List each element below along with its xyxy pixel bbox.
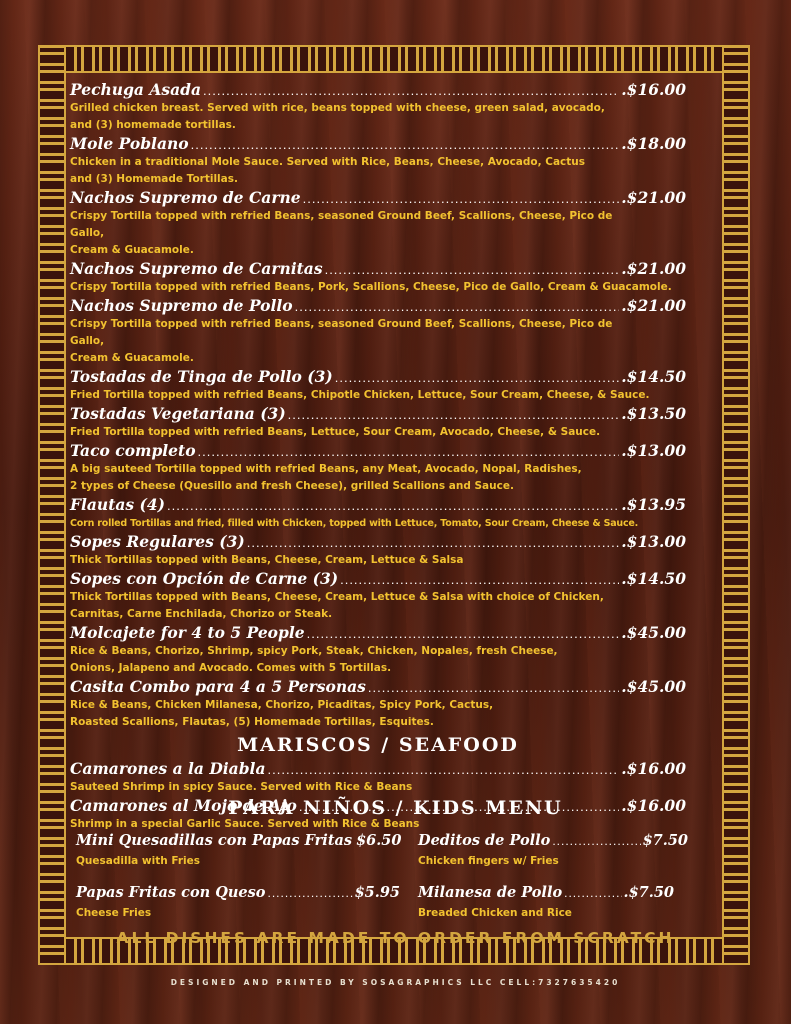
item-name: Papas Fritas con Queso xyxy=(76,884,266,901)
menu-item xyxy=(70,569,686,623)
item-price: .$13.50 xyxy=(621,404,686,423)
main-menu xyxy=(70,80,686,833)
menu-item xyxy=(70,188,686,259)
menu-item xyxy=(70,367,686,404)
kids-item xyxy=(76,832,400,870)
item-description: Rice & Beans, Chorizo, Shrimp, spicy Pork, Steak, Chicken, Nopales, fresh Cheese, Onions, Jalapeno and Avocado. Comes with 5 Tortillas. xyxy=(70,645,558,674)
border-right xyxy=(722,45,750,965)
item-description: Breaded Chicken and Rice xyxy=(418,907,572,919)
item-price: .$18.00 xyxy=(621,134,686,153)
item-name: Nachos Supremo de Carne xyxy=(70,188,301,207)
leader-dots xyxy=(295,299,620,314)
footer-note: ALL DISHES ARE MADE TO ORDER FROM SCRATCH xyxy=(116,929,675,947)
item-description: Shrimp in a special Garlic Sauce. Served with Rice & Beans xyxy=(70,818,420,830)
leader-dots xyxy=(335,370,620,385)
menu-item xyxy=(70,677,686,731)
item-description: Chicken fingers w/ Fries xyxy=(418,855,559,867)
item-name: Taco completo xyxy=(70,441,196,460)
menu-item xyxy=(70,441,686,495)
item-price: .$13.00 xyxy=(621,532,686,551)
leader-dots xyxy=(267,886,352,900)
item-name: Nachos Supremo de Carnitas xyxy=(70,259,323,278)
item-price: .$13.95 xyxy=(621,495,686,514)
item-description: Crispy Tortilla topped with refried Beans, seasoned Ground Beef, Scallions, Cheese, Pico de Gallo, Cream & Guacamole. xyxy=(70,210,613,256)
item-name: Tostadas Vegetariana (3) xyxy=(70,404,286,423)
item-price: .$45.00 xyxy=(621,623,686,642)
item-price: .$13.00 xyxy=(621,441,686,460)
item-price: .$21.00 xyxy=(621,188,686,207)
designer-credit: DESIGNED AND PRINTED BY SOSAGRAPHICS LLC CELL:7327635420 xyxy=(170,978,621,987)
item-description: Fried Tortilla topped with refried Beans, Lettuce, Sour Cream, Avocado, Cheese, & Sauce. xyxy=(70,426,601,438)
leader-dots xyxy=(552,834,640,848)
leader-dots xyxy=(368,680,619,695)
leader-dots xyxy=(564,886,621,900)
item-description: Grilled chicken breast. Served with rice, beans topped with cheese, green salad, avocado, and (3) homemade tortillas. xyxy=(70,102,605,131)
item-price: .$45.00 xyxy=(621,677,686,696)
leader-dots xyxy=(340,572,619,587)
item-name: Flautas (4) xyxy=(70,495,165,514)
item-name: Sopes con Opción de Carne (3) xyxy=(70,569,339,588)
seafood-heading: MARISCOS / SEAFOOD xyxy=(237,734,519,756)
item-description: Crispy Tortilla topped with refried Beans, seasoned Ground Beef, Scallions, Cheese, Pico de Gallo, Cream & Guacamole. xyxy=(70,318,613,364)
item-price: .$14.50 xyxy=(621,367,686,386)
item-name: Mini Quesadillas con Papas Fritas xyxy=(76,832,353,849)
item-name: Pechuga Asada xyxy=(70,80,202,99)
item-description: Cheese Fries xyxy=(76,907,152,919)
leader-dots xyxy=(191,137,620,152)
item-name: Deditos de Pollo xyxy=(418,832,551,849)
kids-item xyxy=(76,884,400,922)
item-price: .$21.00 xyxy=(621,259,686,278)
menu-item xyxy=(70,759,686,796)
item-name: Molcajete for 4 to 5 People xyxy=(70,623,305,642)
item-name: Tostadas de Tinga de Pollo (3) xyxy=(70,367,333,386)
item-description: Thick Tortillas topped with Beans, Cheese, Cream, Lettuce & Salsa with choice of Chicken, Carnitas, Carne Enchilada, Chorizo or Steak. xyxy=(70,591,604,620)
item-price: .$7.50 xyxy=(623,884,674,901)
item-name: Milanesa de Pollo xyxy=(418,884,563,901)
item-description: Corn rolled Tortillas and fried, filled with Chicken, topped with Lettuce, Tomato, Sour Cream, Cheese & Sauce. xyxy=(70,518,639,529)
item-name: Nachos Supremo de Pollo xyxy=(70,296,293,315)
menu-item xyxy=(70,495,686,532)
item-description: Quesadilla with Fries xyxy=(76,855,201,867)
kids-item xyxy=(400,832,688,870)
item-price: .$21.00 xyxy=(621,296,686,315)
item-price: $7.50 xyxy=(642,832,688,849)
kids-heading: PARA NIÑOS / KIDS MENU xyxy=(228,797,563,819)
menu-item xyxy=(70,296,686,367)
border-top xyxy=(38,45,750,73)
item-description: Crispy Tortilla topped with refried Beans, Pork, Scallions, Cheese, Pico de Gallo, Cream & Guacamole. xyxy=(70,281,672,293)
item-name: Mole Poblano xyxy=(70,134,189,153)
menu-item xyxy=(70,532,686,569)
leader-dots xyxy=(288,407,620,422)
kids-menu xyxy=(76,832,688,922)
item-price: $5.95 xyxy=(354,884,400,901)
item-price: .$16.00 xyxy=(621,759,686,778)
item-name: Camarones a la Diabla xyxy=(70,759,266,778)
menu-item xyxy=(70,259,686,296)
menu-item xyxy=(70,134,686,188)
item-description: Fried Tortilla topped with refried Beans, Chipotle Chicken, Lettuce, Sour Cream, Cheese, & Sauce. xyxy=(70,389,650,401)
leader-dots xyxy=(303,191,620,206)
leader-dots xyxy=(307,626,620,641)
leader-dots xyxy=(247,535,620,550)
item-name: Casita Combo para 4 a 5 Personas xyxy=(70,677,366,696)
item-name: Sopes Regulares (3) xyxy=(70,532,245,551)
leader-dots xyxy=(268,762,620,777)
leader-dots xyxy=(203,83,619,98)
leader-dots xyxy=(325,262,620,277)
item-description: Thick Tortillas topped with Beans, Cheese, Cream, Lettuce & Salsa xyxy=(70,554,464,566)
item-description: Rice & Beans, Chicken Milanesa, Chorizo, Picaditas, Spicy Pork, Cactus, Roasted Scallions, Flautas, (5) Homemade Tortillas, Esquites. xyxy=(70,699,494,728)
leader-dots xyxy=(167,498,619,513)
item-description: Chicken in a traditional Mole Sauce. Served with Rice, Beans, Cheese, Avocado, Cactus and (3) Homemade Tortillas. xyxy=(70,156,586,185)
menu-item xyxy=(70,623,686,677)
menu-item xyxy=(70,404,686,441)
kids-item xyxy=(400,884,688,922)
item-description: A big sauteed Tortilla topped with refried Beans, any Meat, Avocado, Nopal, Radishes, 2 types of Cheese (Quesillo and fresh Cheese), grilled Scallions and Sauce. xyxy=(70,463,582,492)
border-left xyxy=(38,45,66,965)
item-price: .$14.50 xyxy=(621,569,686,588)
item-price: .$16.00 xyxy=(621,80,686,99)
leader-dots xyxy=(198,444,620,459)
item-name: Camarones al Mojo de Ajo xyxy=(70,796,297,815)
item-description: Sauteed Shrimp in spicy Sauce. Served with Rice & Beans xyxy=(70,781,413,793)
item-price: .$16.00 xyxy=(621,796,686,815)
item-price: $6.50 xyxy=(356,832,402,849)
menu-item xyxy=(70,80,686,134)
